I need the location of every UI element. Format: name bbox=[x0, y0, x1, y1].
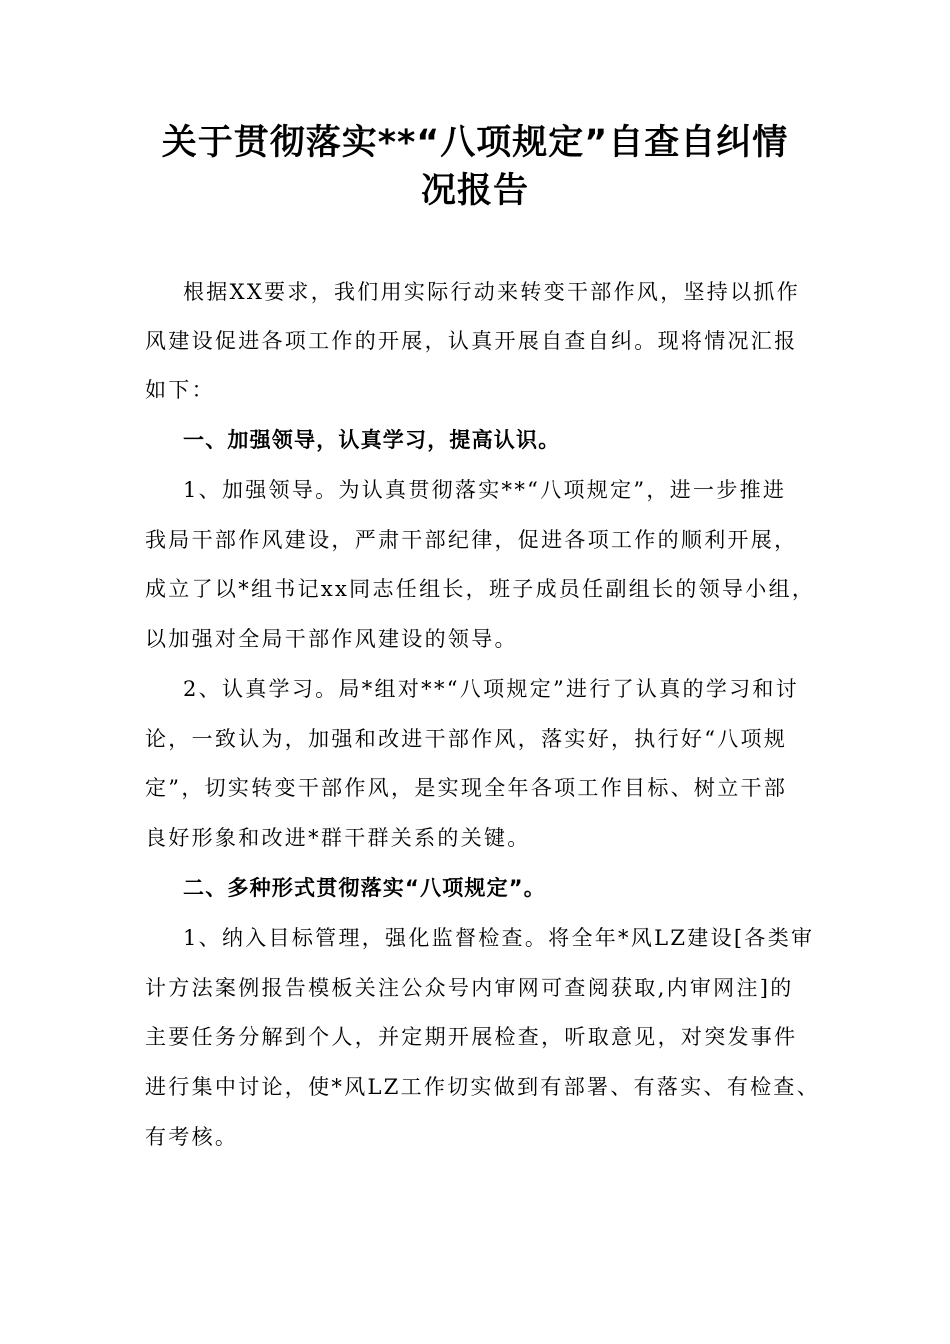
text-line: 如下： bbox=[145, 378, 215, 402]
text-line: 1、加强领导。为认真贯彻落实**“八项规定”，进一步推进 bbox=[183, 478, 787, 502]
text-line: 计方法案例报告模板关注公众号内审网可查阅获取,内审网注]的 bbox=[145, 976, 794, 1000]
text-line: 风建设促进各项工作的开展，认真开展自查自纠。现将情况汇报 bbox=[145, 329, 798, 353]
text-line: 良好形象和改进*群干群关系的关键。 bbox=[145, 826, 531, 850]
section-1-heading: 一、加强领导，认真学习，提高认识。 bbox=[183, 428, 561, 452]
text-line: 我局干部作风建设，严肃干部纪律，促进各项工作的顺利开展， bbox=[145, 528, 798, 552]
text-line: 定”，切实转变干部作风，是实现全年各项工作目标、树立干部 bbox=[145, 776, 788, 800]
text-line: 论，一致认为，加强和改进干部作风，落实好，执行好“八项规 bbox=[145, 727, 788, 751]
text-line: 进行集中讨论，使*风LZ工作切实做到有部署、有落实、有检查、 bbox=[145, 1075, 821, 1099]
text-line: 主要任务分解到个人，并定期开展检查，听取意见，对突发事件 bbox=[145, 1025, 798, 1049]
document-title-line-1: 关于贯彻落实**“八项规定”自查自纠情 bbox=[161, 123, 789, 163]
text-line: 1、纳入目标管理，强化监督检查。将全年*风LZ建设[各类审 bbox=[183, 926, 815, 950]
document-title-line-2: 况报告 bbox=[420, 171, 529, 211]
text-line: 有考核。 bbox=[145, 1125, 239, 1149]
section-2-heading: 二、多种形式贯彻落实“八项规定”。 bbox=[183, 876, 547, 900]
text-line: 成立了以*组书记xx同志任组长，班子成员任副组长的领导小组， bbox=[145, 577, 816, 601]
text-line: 以加强对全局干部作风建设的领导。 bbox=[145, 627, 518, 651]
text-line: 2、认真学习。局*组对**“八项规定”进行了认真的学习和讨 bbox=[183, 677, 800, 701]
text-line: 根据XX要求，我们用实际行动来转变干部作风，坚持以抓作 bbox=[183, 280, 800, 304]
